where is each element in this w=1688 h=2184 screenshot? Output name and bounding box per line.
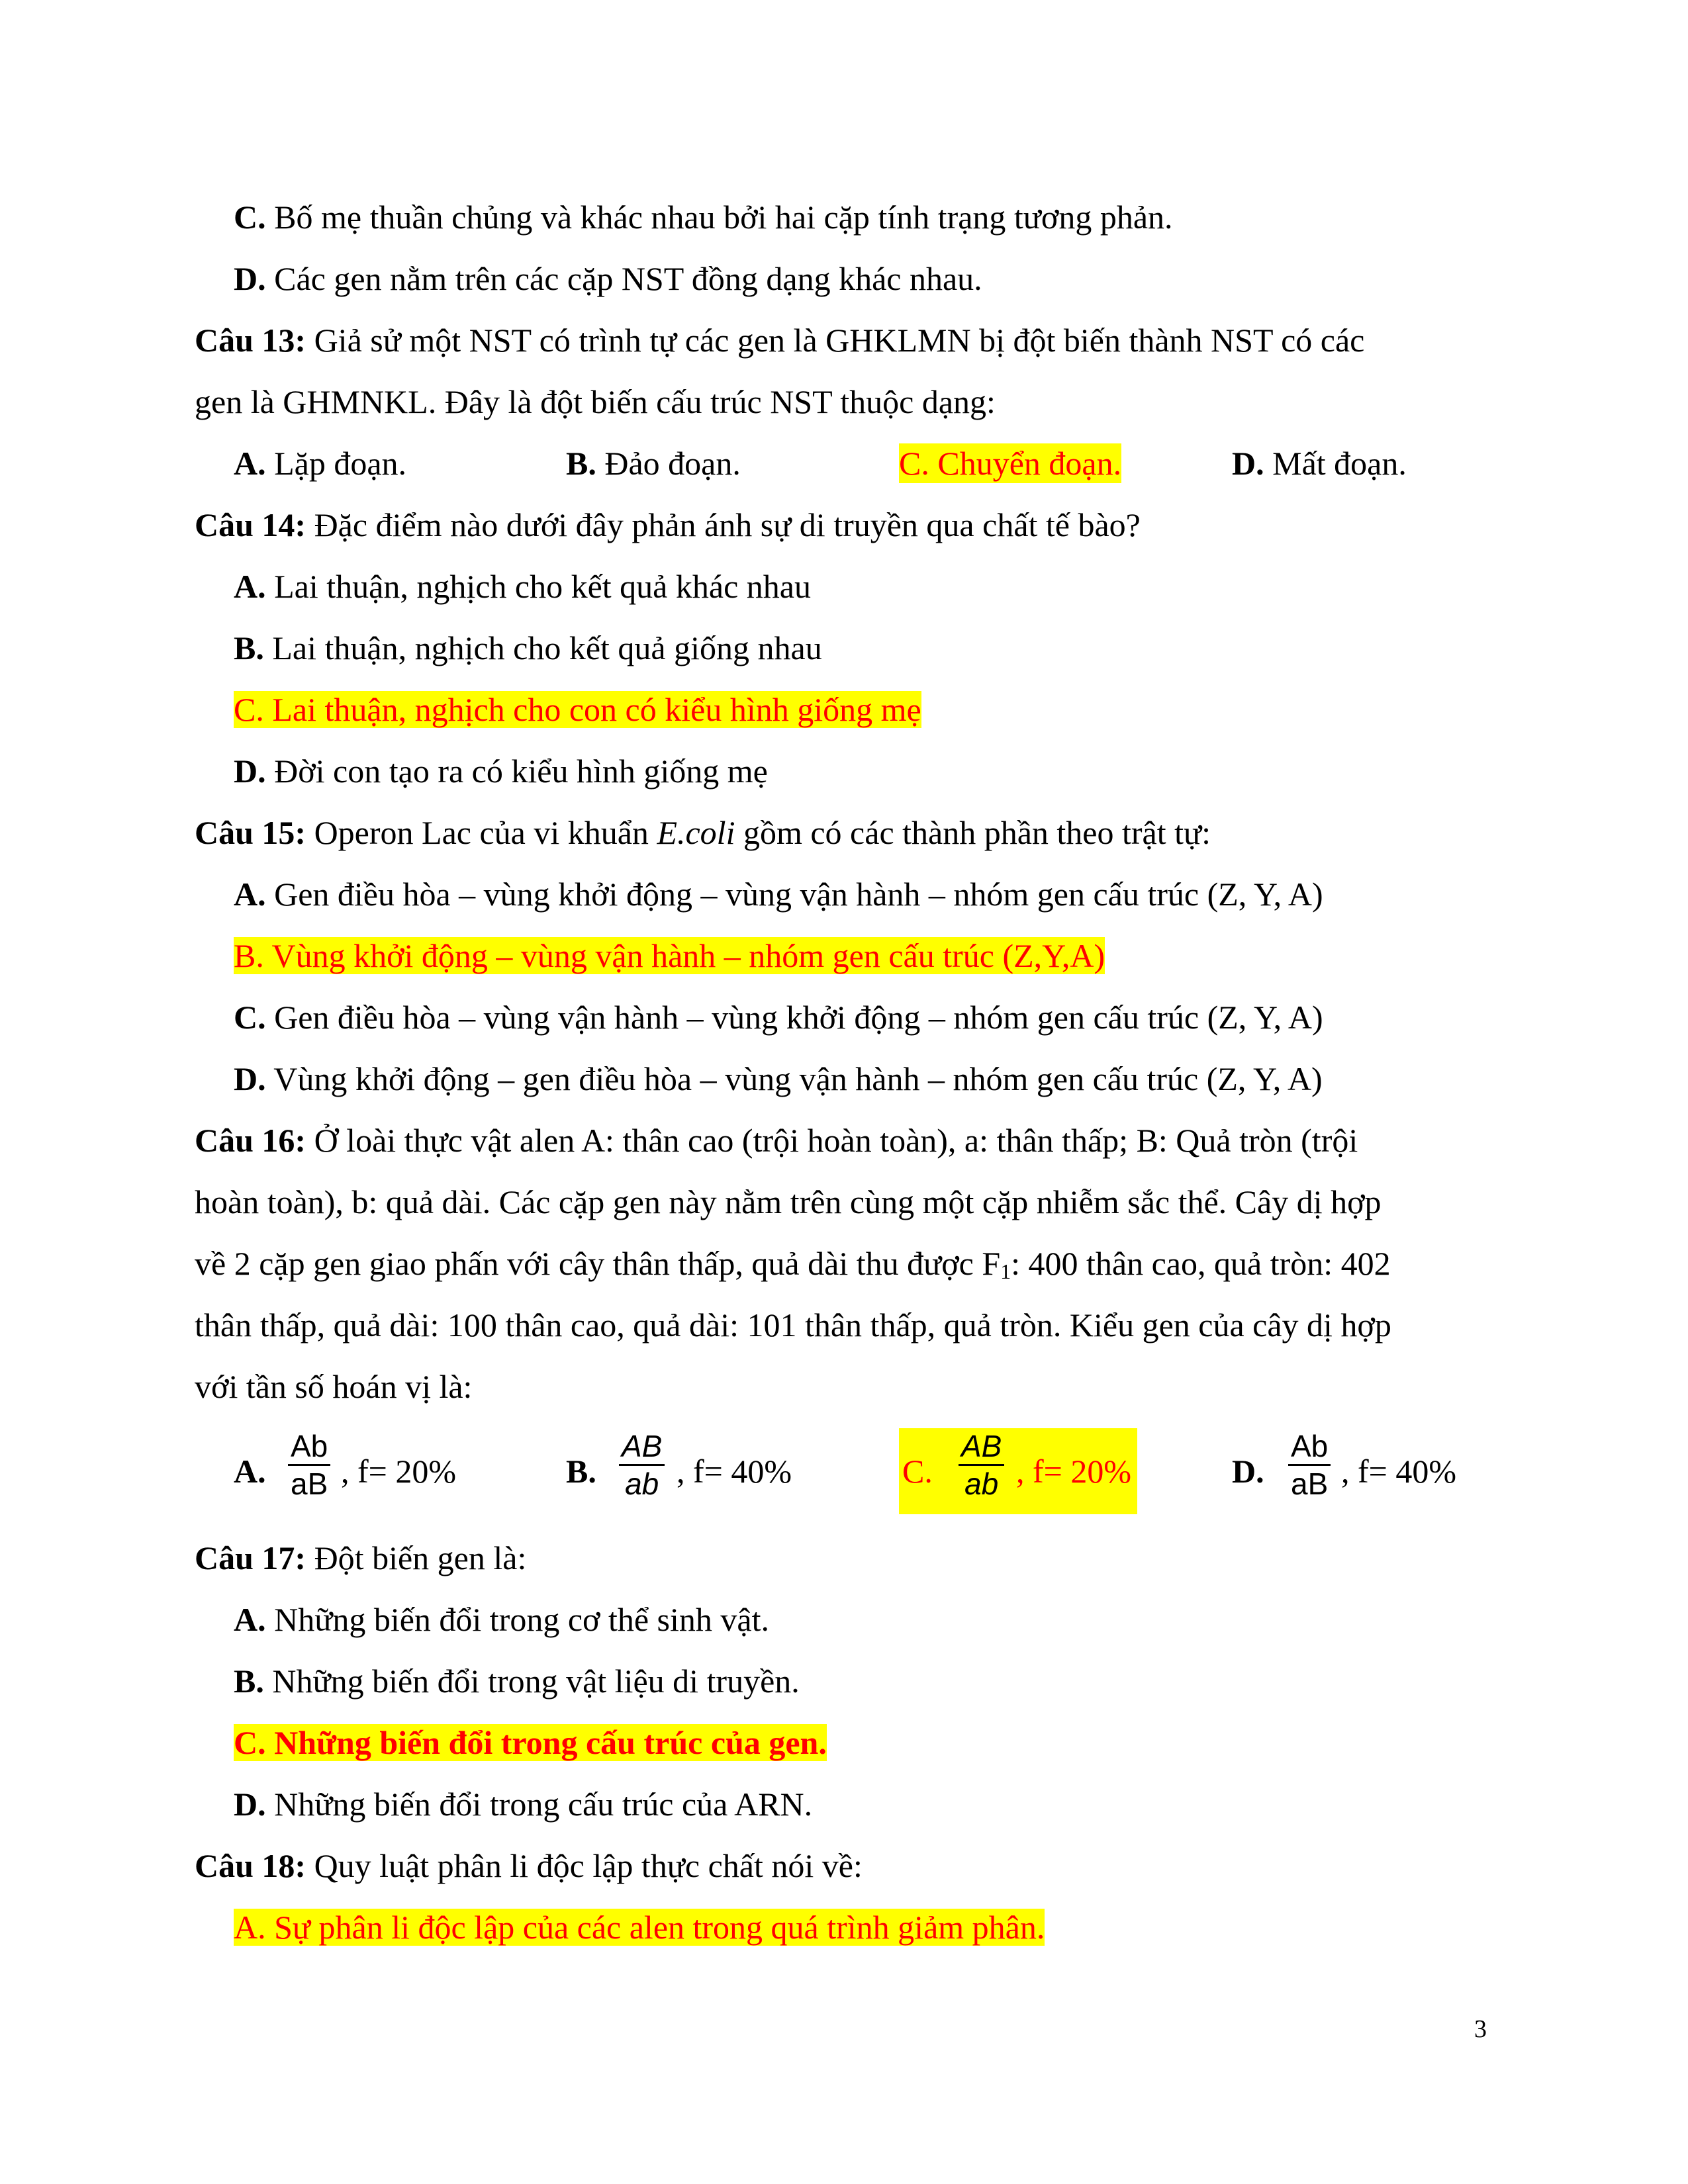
option-label: D. (234, 260, 266, 297)
q14-option-c-correct (234, 690, 921, 729)
option-label: D. (234, 752, 266, 790)
option-text: Gen điều hòa – vùng vận hành – vùng khởi động – nhóm gen cấu trúc (Z, Y, A) (265, 999, 1323, 1036)
option-label: C. (234, 999, 266, 1036)
q13-stem-line1 (195, 320, 1364, 360)
q16-stem-line4: thân thấp, quả dài: 100 thân cao, quả dài: 101 thân thấp, quả tròn. Kiểu gen của cây dị hợp (195, 1306, 1391, 1343)
fraction-denominator: ab (625, 1467, 659, 1501)
option-label: A. (234, 445, 266, 482)
genotype-fraction (1288, 1428, 1331, 1502)
q14-option-a (234, 567, 811, 606)
q16-stem-line3 (195, 1244, 1391, 1283)
q18-stem (195, 1846, 863, 1886)
q14-option-b (234, 628, 822, 668)
option-text: Lai thuận, nghịch cho kết quả khác nhau (265, 568, 811, 605)
question-label: Câu 18: (195, 1847, 306, 1884)
stem-text-end: : 400 thân cao, quả tròn: 402 (1011, 1245, 1391, 1282)
option-label: C. (234, 1724, 266, 1761)
fraction-numerator: Ab (1288, 1428, 1331, 1466)
question-text: Quy luật phân li độc lập thực chất nói về: (306, 1847, 863, 1884)
option-label: D. (234, 1786, 266, 1823)
option-text: Những biến đổi trong vật liệu di truyền. (263, 1662, 800, 1700)
option-label: D. (1232, 445, 1264, 482)
q16-option-b (566, 1428, 831, 1514)
question-text: Đặc điểm nào dưới đây phản ánh sự di truyền qua chất tế bào? (306, 506, 1141, 543)
q12-option-c (234, 197, 1173, 237)
q17-option-a (234, 1600, 769, 1639)
q15-option-d (234, 1059, 1323, 1099)
q13-option-a (234, 443, 406, 483)
option-label: B. (234, 937, 264, 974)
q15-option-b-correct (234, 936, 1105, 976)
q16-option-c-correct (899, 1428, 1137, 1514)
option-text: Sự phân li độc lập của các alen trong quá trình giảm phân. (265, 1909, 1045, 1946)
fraction-numerator: AB (959, 1428, 1004, 1466)
option-text: Những biến đổi trong cấu trúc của ARN. (265, 1786, 813, 1823)
option-label: B. (234, 1662, 264, 1700)
fraction-denominator: aB (1291, 1467, 1329, 1501)
option-text: Lai thuận, nghịch cho kết quả giống nhau (263, 629, 822, 666)
q18-option-a-correct (234, 1907, 1045, 1947)
option-label: B. (234, 629, 264, 666)
genotype-fraction (619, 1428, 665, 1502)
q15-stem (195, 813, 1211, 852)
genotype-fraction (959, 1428, 1004, 1502)
option-label: A. (234, 1453, 266, 1490)
option-label: C. (234, 199, 266, 236)
q16-option-d (1232, 1428, 1497, 1514)
option-text: Những biến đổi trong cấu trúc của gen. (265, 1724, 827, 1761)
option-label: C. (234, 691, 264, 728)
q12-option-d (234, 259, 982, 298)
q16-stem-line1 (195, 1120, 1358, 1160)
question-label: Câu 14: (195, 506, 306, 543)
option-text: Vùng khởi động – vùng vận hành – nhóm gen cấu trúc (Z,Y,A) (263, 937, 1105, 974)
option-text: Đảo đoạn. (596, 445, 741, 482)
q17-stem (195, 1538, 526, 1578)
q16-stem-line5: với tần số hoán vị là: (195, 1368, 473, 1405)
option-text: Lặp đoạn. (265, 445, 407, 482)
q13-option-d (1232, 443, 1407, 483)
q13-option-b (566, 443, 741, 483)
stem-text: về 2 cặp gen giao phấn với cây thân thấp, quả dài thu được F (195, 1245, 1001, 1282)
q16-stem-line2: hoàn toàn), b: quả dài. Các cặp gen này nằm trên cùng một cặp nhiễm sắc thể. Cây dị hợp (195, 1183, 1382, 1220)
fraction-numerator: Ab (288, 1428, 330, 1466)
question-text: Ở loài thực vật alen A: thân cao (trội hoàn toàn), a: thân thấp; B: Quả tròn (trội (306, 1122, 1358, 1159)
option-text: Các gen nằm trên các cặp NST đồng dạng khác nhau. (265, 260, 982, 297)
q14-stem (195, 505, 1141, 545)
page-number: 3 (1474, 2015, 1487, 2043)
option-text: Lai thuận, nghịch cho con có kiểu hình giống mẹ (263, 691, 921, 728)
q13-option-c-correct (899, 443, 1121, 483)
q14-option-d (234, 751, 768, 791)
option-text: Mất đoạn. (1264, 445, 1407, 482)
question-label: Câu 17: (195, 1539, 306, 1576)
q15-option-a (234, 874, 1323, 914)
q15-option-c (234, 997, 1323, 1037)
question-label: Câu 13: (195, 322, 306, 359)
option-label: A. (234, 1601, 266, 1638)
q16-option-a (234, 1428, 498, 1514)
option-value: , f= 20% (1016, 1453, 1131, 1490)
option-value: , f= 40% (677, 1453, 792, 1490)
option-label: B. (566, 445, 596, 482)
species-name: E.coli (657, 814, 735, 851)
option-label: A. (234, 1909, 266, 1946)
option-label: C. (902, 1453, 933, 1490)
option-label: B. (566, 1453, 596, 1490)
option-value: , f= 20% (341, 1453, 456, 1490)
q17-option-d (234, 1784, 812, 1824)
option-text: Vùng khởi động – gen điều hòa – vùng vận hành – nhóm gen cấu trúc (Z, Y, A) (265, 1060, 1323, 1097)
fraction-denominator: ab (964, 1467, 999, 1501)
option-text: Chuyển đoạn. (929, 445, 1122, 482)
option-label: C. (899, 445, 929, 482)
fraction-denominator: aB (291, 1467, 328, 1501)
question-text: Giả sử một NST có trình tự các gen là GHKLMN bị đột biến thành NST có các (306, 322, 1365, 359)
genotype-fraction (288, 1428, 330, 1502)
q16-options-row (234, 1428, 1491, 1514)
option-label: D. (1232, 1453, 1264, 1490)
question-text: Đột biến gen là: (306, 1539, 527, 1576)
option-text: Gen điều hòa – vùng khởi động – vùng vận hành – nhóm gen cấu trúc (Z, Y, A) (265, 876, 1323, 913)
q13-options-row (234, 443, 1491, 483)
option-label: A. (234, 568, 266, 605)
option-text: Bố mẹ thuần chủng và khác nhau bởi hai cặp tính trạng tương phản. (265, 199, 1173, 236)
q17-option-c-correct (234, 1723, 827, 1762)
fraction-numerator: AB (619, 1428, 665, 1466)
question-label: Câu 15: (195, 814, 306, 851)
question-label: Câu 16: (195, 1122, 306, 1159)
question-text-end: gồm có các thành phần theo trật tự: (735, 814, 1211, 851)
q17-option-b (234, 1661, 800, 1701)
question-text: Operon Lac của vi khuẩn (306, 814, 657, 851)
option-value: , f= 40% (1341, 1453, 1456, 1490)
option-text: Những biến đổi trong cơ thể sinh vật. (265, 1601, 769, 1638)
option-label: A. (234, 876, 266, 913)
option-text: Đời con tạo ra có kiểu hình giống mẹ (265, 752, 768, 790)
subscript: 1 (1000, 1259, 1011, 1283)
q13-stem-line2: gen là GHMNKL. Đây là đột biến cấu trúc NST thuộc dạng: (195, 383, 996, 420)
option-label: D. (234, 1060, 266, 1097)
